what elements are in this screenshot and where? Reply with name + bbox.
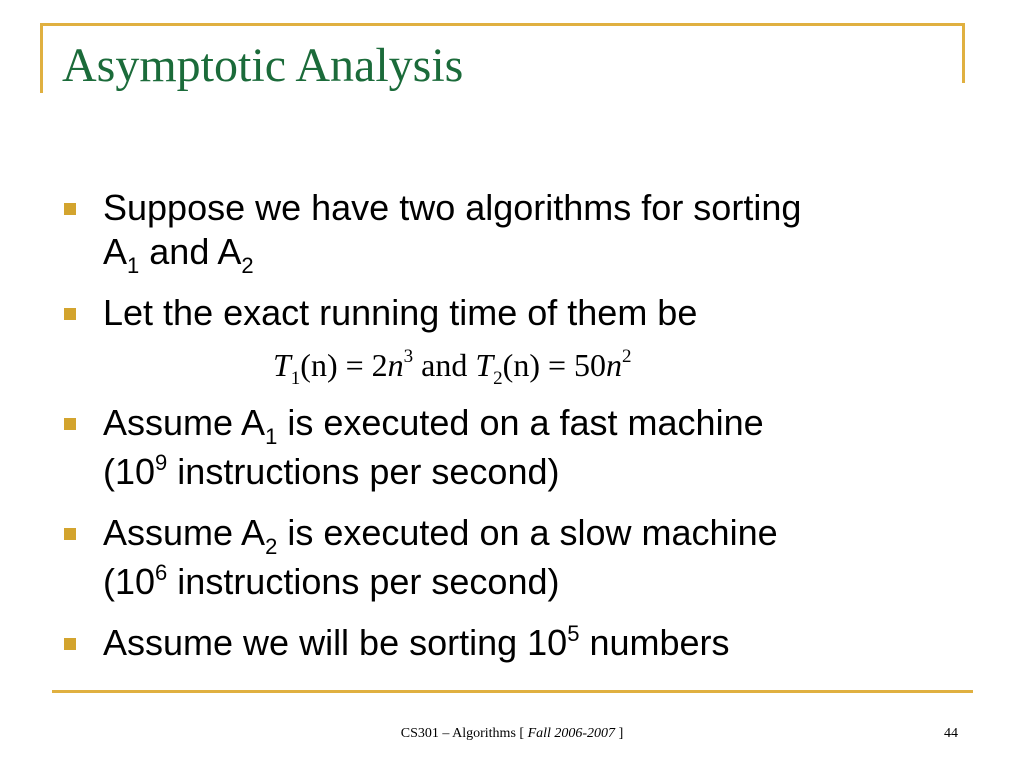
formula-coef-2: 50 bbox=[574, 347, 607, 383]
running-time-formula bbox=[273, 341, 793, 389]
formula-exp-2: 2 bbox=[622, 346, 632, 367]
formula-t1-sub: 1 bbox=[290, 368, 301, 389]
page-number: 44 bbox=[944, 726, 958, 741]
bullet-3-exponent: 9 bbox=[155, 450, 168, 475]
formula-t2: T bbox=[475, 347, 494, 383]
square-bullet-icon bbox=[64, 528, 76, 540]
bullet-item-2 bbox=[60, 291, 960, 335]
algo-b-subscript: 2 bbox=[241, 253, 254, 278]
bullet-4-line2-rest: instructions per second) bbox=[177, 561, 560, 602]
bullet-3-subscript: 1 bbox=[265, 424, 278, 449]
bullet-1-and: and bbox=[149, 231, 210, 272]
bullet-4-prefix: Assume A bbox=[103, 512, 266, 553]
top-right-border-line bbox=[962, 23, 965, 83]
formula-var-2: n bbox=[606, 347, 623, 383]
footer-term: Fall 2006-2007 bbox=[527, 726, 616, 741]
formula-exp-1: 3 bbox=[403, 346, 414, 367]
bullet-3-line2-prefix: (10 bbox=[103, 451, 156, 492]
bullet-2-text: Let the exact running time of them be bbox=[103, 292, 698, 333]
bullet-4-subscript: 2 bbox=[265, 534, 278, 559]
bullet-5-prefix: Assume we will be sorting 10 bbox=[103, 622, 568, 663]
bullet-item-3 bbox=[60, 401, 960, 499]
formula-arg-1: (n) bbox=[300, 347, 338, 383]
bullet-4-line2-prefix: (10 bbox=[103, 561, 156, 602]
formula-and: and bbox=[421, 347, 468, 383]
bullet-5-exponent: 5 bbox=[567, 621, 580, 646]
bullet-item-4 bbox=[60, 511, 960, 609]
square-bullet-icon bbox=[64, 308, 76, 320]
square-bullet-icon bbox=[64, 203, 76, 215]
bullet-4-rest: is executed on a slow machine bbox=[287, 512, 778, 553]
formula-t1: T bbox=[273, 347, 291, 383]
footer-rule-line bbox=[52, 690, 973, 693]
algo-b-label: A bbox=[217, 231, 242, 272]
bullet-3-prefix: Assume A bbox=[103, 402, 266, 443]
formula-t2-sub: 2 bbox=[493, 368, 503, 389]
footer-course: CS301 – Algorithms [ bbox=[400, 726, 525, 741]
slide-title: Asymptotic Analysis bbox=[62, 39, 464, 92]
formula-coef-1: 2 bbox=[371, 347, 388, 383]
bullet-3-rest: is executed on a fast machine bbox=[287, 402, 764, 443]
square-bullet-icon bbox=[64, 418, 76, 430]
bullet-5-rest: numbers bbox=[589, 622, 730, 663]
bullet-list bbox=[60, 186, 960, 682]
algo-a-label: A bbox=[103, 231, 128, 272]
footer-course-label bbox=[0, 726, 1024, 742]
bullet-item-5 bbox=[60, 621, 960, 670]
footer-close: ] bbox=[618, 726, 624, 741]
formula-eq-2: = bbox=[547, 347, 567, 383]
bullet-item-1 bbox=[60, 186, 960, 279]
top-border-line bbox=[42, 23, 964, 26]
formula-arg-2: (n) bbox=[502, 347, 540, 383]
formula-var-1: n bbox=[387, 347, 404, 383]
top-left-border-line bbox=[40, 23, 43, 93]
formula-eq-1: = bbox=[345, 347, 364, 383]
bullet-4-exponent: 6 bbox=[155, 560, 168, 585]
bullet-1-line1: Suppose we have two algorithms for sorting bbox=[103, 187, 802, 228]
square-bullet-icon bbox=[64, 638, 76, 650]
bullet-3-line2-rest: instructions per second) bbox=[177, 451, 560, 492]
algo-a-subscript: 1 bbox=[127, 253, 140, 278]
